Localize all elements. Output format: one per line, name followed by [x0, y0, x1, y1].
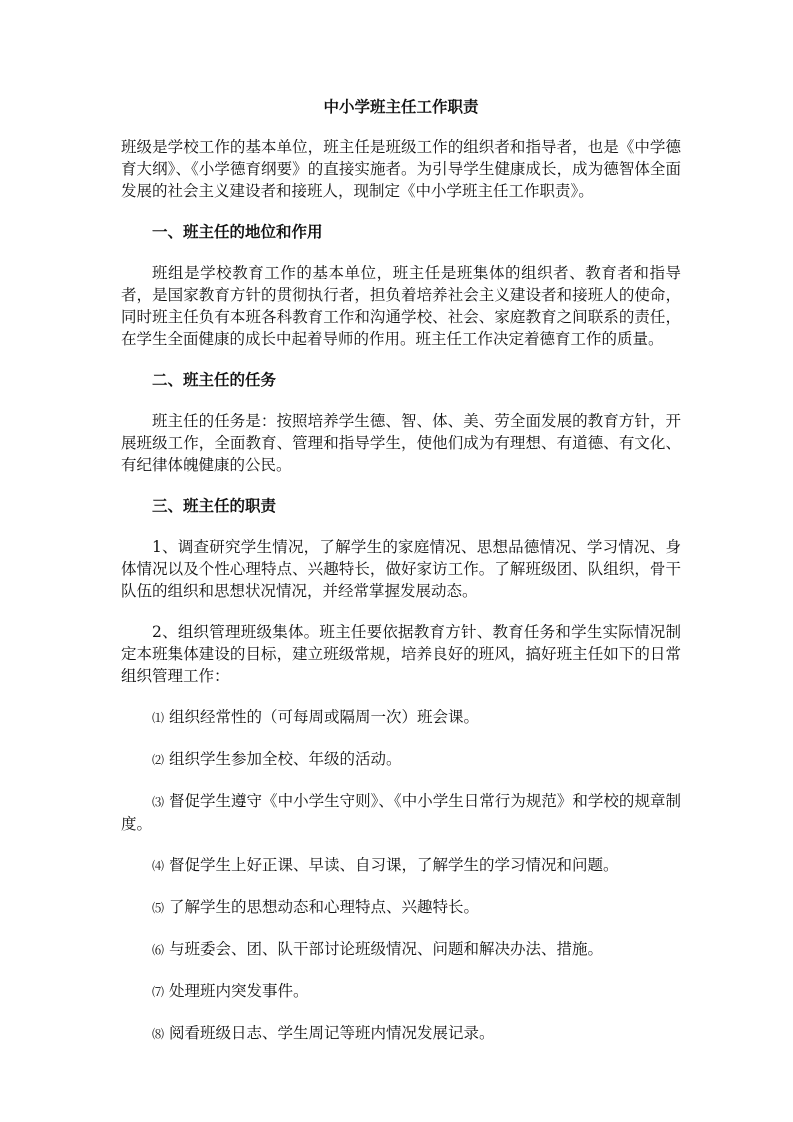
sub-item-number: ⑸ [152, 901, 165, 915]
sub-item-text: 阅看班级日志、学生周记等班内情况发展记录。 [168, 1024, 495, 1042]
section-heading-1: 一、班主任的地位和作用 [152, 223, 323, 241]
sub-item-number: ⑻ [152, 1027, 165, 1041]
duty-item-2: 2、组织管理班级集体。班主任要依据教育方针、教育任务和学生实际情况制定本班集体建设的目标，建立班级常规，培养良好的班风，搞好班主任如下的日常组织管理工作： [121, 623, 681, 685]
document-title: 中小学班主任工作职责 [323, 98, 479, 116]
sub-item-2 [121, 748, 681, 771]
sub-item-text: 督促学生上好正课、早读、自习课，了解学生的学习情况和问题。 [168, 856, 619, 874]
sub-item-text: 组织学生参加全校、年级的活动。 [168, 750, 402, 768]
section-heading-3: 三、班主任的职责 [152, 497, 277, 515]
sub-item-4 [121, 854, 681, 877]
sub-item-7 [121, 980, 681, 1003]
sub-item-3 [121, 790, 681, 835]
sub-item-number: ⑶ [152, 795, 165, 809]
document-page [121, 96, 681, 1045]
duty-item-1: 1、调查研究学生情况，了解学生的家庭情况、思想品德情况、学习情况、身体情况以及个性心理特点、兴趣特长，做好家访工作。了解班级团、队组织，骨干队伍的组织和思想状况情况，并经常掌握发展动态。 [121, 538, 681, 600]
sub-item-text: 与班委会、团、队干部讨论班级情况、问题和解决办法、措施。 [168, 940, 603, 958]
sub-item-text: 处理班内突发事件。 [168, 982, 309, 1000]
sub-item-number: ⑷ [152, 859, 165, 873]
sub-item-text: 了解学生的思想动态和心理特点、兴趣特长。 [168, 898, 479, 916]
sub-item-1 [121, 706, 681, 729]
sub-item-number: ⑴ [152, 711, 165, 725]
sub-item-number: ⑹ [152, 943, 165, 957]
section-heading-2: 二、班主任的任务 [152, 371, 277, 389]
sub-item-text: 督促学生遵守《中小学生守则》、《中小学生日常行为规范》和学校的规章制度。 [121, 792, 681, 833]
sub-item-text: 组织经常性的（可每周或隔周一次）班会课。 [168, 708, 479, 726]
sub-item-number: ⑺ [152, 985, 165, 999]
sub-item-number: ⑵ [152, 753, 165, 767]
sub-item-8 [121, 1022, 681, 1045]
sub-item-5 [121, 896, 681, 919]
section-2-body: 班主任的任务是：按照培养学生德、智、体、美、劳全面发展的教育方针，开展班级工作，全面教育、管理和指导学生，使他们成为有理想、有道德、有文化、有纪律体魄健康的公民。 [121, 412, 681, 474]
section-1-body: 班组是学校教育工作的基本单位，班主任是班集体的组织者、教育者和指导者，是国家教育方针的贯彻执行者，担负着培养社会主义建设者和接班人的使命，同时班主任负有本班各科教育工作和沟通学校、社会、家庭教育之间联系的责任，在学生全面健康的成长中起着导师的作用。班主任工作决定着德育工作的质量。 [121, 264, 681, 348]
intro-paragraph: 班级是学校工作的基本单位，班主任是班级工作的组织者和指导者，也是《中学德育大纲》、《小学德育纲要》的直接实施者。为引导学生健康成长，成为德智体全面发展的社会主义建设者和接班人，现制定《中小学班主任工作职责》。 [121, 138, 681, 200]
sub-item-6 [121, 938, 681, 961]
